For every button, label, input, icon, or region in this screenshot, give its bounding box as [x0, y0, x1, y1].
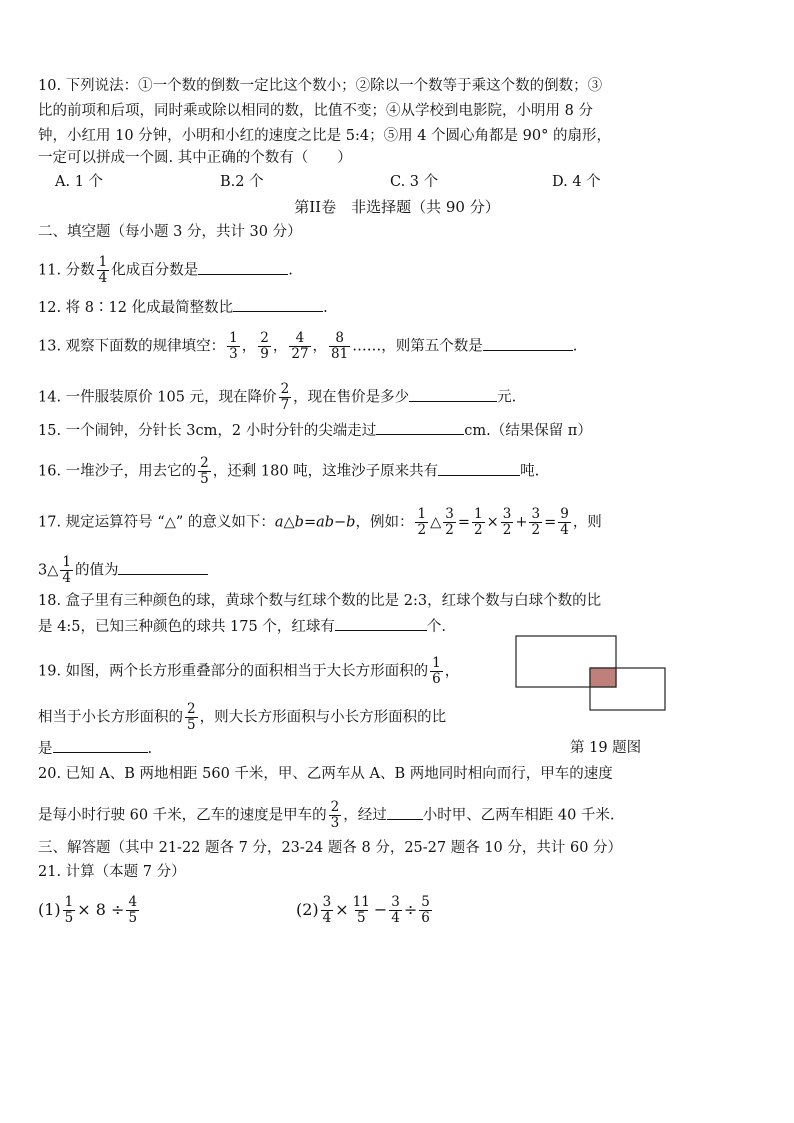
q21-part1-label: (1) — [38, 900, 61, 919]
q20-line2 — [38, 800, 615, 831]
q21-p1-fraction-2 — [126, 895, 139, 926]
q21-p2-fraction-3 — [389, 895, 402, 926]
q17-pre: 17. 规定运算符号 “△” 的意义如下： — [38, 514, 275, 531]
q16-end: 吨. — [520, 463, 540, 480]
q21-part2 — [296, 895, 434, 926]
q20-line1: 20. 已知 A、B 两地相距 560 千米，甲、乙两车从 A、B 两地同时相向而行，甲车的速度 — [38, 766, 613, 782]
q19-frac2-num: 2 — [187, 701, 196, 717]
q19-line2-pre: 相当于小长方形面积的 — [38, 709, 183, 726]
q19-line2 — [38, 702, 446, 733]
q17-f1-num: 1 — [417, 506, 427, 522]
q11-frac-den: 4 — [98, 270, 108, 286]
q21-p2-fraction-2 — [351, 895, 372, 926]
q16-answer-blank[interactable] — [438, 461, 520, 476]
q17-f3-num: 1 — [473, 506, 483, 522]
q17-fraction-3 — [472, 507, 485, 538]
q11-end: . — [288, 262, 293, 279]
q21-p2-fraction-4 — [419, 895, 432, 926]
q19-line1-end: ， — [444, 663, 460, 680]
q21-p2-op3: ÷ — [403, 900, 418, 919]
q17-f5-num: 3 — [531, 506, 541, 522]
q14-fraction — [279, 382, 292, 413]
q19-frac2-den: 5 — [187, 717, 196, 733]
answer-section-header: 三、解答题（其中 21-22 题各 7 分，23-24 题各 8 分，25-27 题各 10 分，共计 60 分） — [38, 840, 623, 856]
q14-frac-num: 2 — [280, 381, 290, 397]
q12 — [38, 297, 328, 318]
q17-fraction-7 — [60, 555, 73, 586]
q17-line2 — [38, 555, 208, 586]
q21-p2-op1: × — [335, 900, 349, 919]
q21-p1-f2-den: 5 — [128, 910, 138, 926]
q17-f4-den: 2 — [502, 522, 512, 538]
q21-p2-f4-den: 6 — [421, 910, 430, 926]
q13: 13. 观察下面数的规律填空： $\frac{1}{3}$ ， $\frac{2}{9}$ ， $\frac{4}{27}$ ， $\frac{8}{81}$ ……，则第五个数是 . — [38, 330, 578, 362]
q17-fraction-5 — [529, 507, 542, 538]
q13-fraction-1 — [227, 331, 240, 362]
q10-option-d: D. 4 个 — [552, 174, 601, 190]
q11-pre: 11. 分数 — [38, 262, 95, 279]
q17-answer-blank[interactable] — [118, 560, 208, 575]
q17-f4-num: 3 — [502, 506, 512, 522]
q19-answer-blank[interactable] — [53, 738, 148, 753]
q18-end: 个. — [426, 619, 446, 635]
q13-mid: ……，则第五个数是 — [352, 338, 483, 355]
q19-figure-caption: 第 19 题图 — [570, 740, 642, 756]
q17-eg: ，例如： — [355, 514, 414, 531]
q14 — [38, 382, 516, 413]
q11 — [38, 255, 293, 286]
q17-line1: 17. 规定运算符号 “△” 的意义如下：a△b=ab−b，例如： $\frac{1}{2}$ △ $\frac{3}{2}$ = $\frac{1}{2}$ × $\frac{3}{2}$ + $\frac{3}{2}$ = $\frac{9}{4}$ ，则 — [38, 506, 602, 538]
q17-f3-den: 2 — [473, 522, 483, 538]
q17-f2-num: 3 — [445, 506, 454, 522]
q10-option-a: A. 1 个 — [55, 174, 104, 190]
q19-line1-pre: 19. 如图，两个长方形重叠部分的面积相当于大长方形面积的 — [38, 663, 429, 680]
q13-frac2-den: 9 — [260, 346, 269, 362]
q17-rule: a△b=ab−b — [274, 514, 356, 531]
q13-frac3-num: 4 — [295, 330, 305, 346]
q16-frac-num: 2 — [200, 455, 209, 471]
q15-end: cm.（结果保留 π） — [464, 423, 592, 439]
q17-f1-den: 2 — [417, 522, 427, 538]
fill-section-header: 二、填空题（每小题 3 分，共计 30 分） — [38, 224, 302, 240]
q12-answer-blank[interactable] — [233, 297, 323, 312]
q21-p2-f2-num: 11 — [352, 894, 370, 910]
q17-post: ，则 — [572, 514, 602, 531]
q21-part1 — [38, 895, 141, 926]
q16-fraction — [198, 456, 211, 487]
q13-frac4-den: 81 — [331, 346, 349, 362]
q11-fraction — [97, 255, 110, 286]
q21-p2-op2: − — [373, 900, 388, 919]
q13-fraction-2 — [258, 331, 271, 362]
q13-end: . — [572, 338, 578, 355]
q18-line2 — [38, 616, 446, 637]
q13-answer-blank[interactable] — [483, 336, 573, 351]
q15-pre: 15. 一个闹钟，分针长 3cm，2 小时分针的尖端走过 — [38, 423, 377, 439]
q15-answer-blank[interactable] — [376, 420, 464, 435]
q19-frac1-den: 6 — [432, 671, 441, 687]
q14-frac-den: 7 — [280, 397, 290, 413]
q21-p2-f1-den: 4 — [322, 910, 332, 926]
q10-option-b: B.2 个 — [220, 174, 264, 190]
q17-fraction-1 — [415, 507, 428, 538]
q20-line2-mid: ，经过 — [343, 807, 387, 824]
q20-answer-blank[interactable] — [387, 805, 423, 820]
q21-p2-f4-num: 5 — [421, 894, 430, 910]
q13-frac3-den: 27 — [291, 346, 309, 362]
q14-end: 元. — [497, 389, 517, 406]
q21-p2-f2-den: 5 — [356, 910, 366, 926]
q19-frac1-num: 1 — [432, 655, 441, 671]
q19-line2-post: ，则大长方形面积与小长方形面积的比 — [199, 709, 447, 726]
q17-f6-den: 4 — [560, 522, 569, 538]
q21-p2-f3-num: 3 — [391, 894, 400, 910]
q21-title: 21. 计算（本题 7 分） — [38, 864, 186, 880]
q18-answer-blank[interactable] — [335, 616, 427, 631]
q10-line4: 一定可以拼成一个圆. 其中正确的个数有（ ） — [38, 150, 352, 166]
q21-part2-label: (2) — [296, 900, 319, 919]
q19-fraction-1 — [430, 656, 443, 687]
q17-fraction-2 — [443, 507, 456, 538]
q14-answer-blank[interactable] — [409, 387, 497, 402]
q21-p2-fraction-1 — [321, 895, 334, 926]
q17-f7-den: 4 — [62, 570, 71, 586]
q17-fraction-6 — [558, 507, 571, 538]
q20-line2-pre: 是每小时行驶 60 千米，乙车的速度是甲车的 — [38, 807, 327, 824]
q21-p1-fraction-1 — [63, 895, 76, 926]
q13-frac1-den: 3 — [229, 346, 238, 362]
q19-line3-pre: 是 — [38, 741, 53, 757]
section2-title: 第II卷 非选择题（共 90 分） — [294, 198, 500, 216]
q16-frac-den: 5 — [200, 471, 209, 487]
q11-post: 化成百分数是 — [111, 262, 199, 279]
q16 — [38, 456, 539, 487]
q17-f7-num: 1 — [62, 554, 71, 570]
q17-f5-den: 2 — [531, 522, 541, 538]
q14-post: ，现在售价是多少 — [293, 389, 410, 406]
q11-answer-blank[interactable] — [198, 260, 288, 275]
q16-pre: 16. 一堆沙子，用去它的 — [38, 463, 197, 480]
q17-line2-post: 的值为 — [74, 562, 119, 579]
q18-line1: 18. 盒子里有三种颜色的球，黄球个数与红球个数的比是 2:3，红球个数与白球个数的比 — [38, 593, 602, 609]
q13-fraction-3 — [289, 331, 310, 362]
q13-pre: 13. 观察下面数的规律填空： — [38, 338, 226, 355]
q19-line1 — [38, 656, 459, 687]
q21-p2-f1-num: 3 — [322, 894, 332, 910]
q20-fraction — [329, 800, 342, 831]
q10-line1: 10. 下列说法：①一个数的倒数一定比这个数小；②除以一个数等于乘这个数的倒数；③ — [38, 78, 603, 94]
q10-line2: 比的前项和后项，同时乘或除以相同的数，比值不变；④从学校到电影院，小明用 8 分 — [38, 103, 593, 119]
q19-figure — [510, 630, 670, 714]
q15 — [38, 420, 592, 441]
q10-line3: 钟，小红用 10 分钟，小明和小红的速度之比是 5:4；⑤用 4 个圆心角都是 90° 的扇形， — [38, 128, 611, 144]
q13-fraction-4 — [329, 331, 350, 362]
q20-frac-den: 3 — [330, 815, 340, 831]
q17-line2-pre: 3△ — [38, 562, 59, 579]
q18-line2-pre: 是 4:5，已知三种颜色的球共 175 个，红球有 — [38, 619, 335, 635]
q13-frac4-num: 8 — [335, 330, 344, 346]
q11-frac-num: 1 — [98, 254, 108, 270]
q19-line3 — [38, 738, 152, 759]
q10-option-c: C. 3 个 — [390, 174, 439, 190]
q12-end: . — [323, 300, 328, 316]
q19-line3-end: . — [147, 741, 153, 757]
q12-pre: 12. 将 8∶12 化成最简整数比 — [38, 300, 234, 316]
q20-line2-end: 小时甲、乙两车相距 40 千米. — [422, 807, 615, 824]
q17-f2-den: 2 — [445, 522, 454, 538]
q20-frac-num: 2 — [330, 799, 340, 815]
q14-pre: 14. 一件服装原价 105 元，现在降价 — [38, 389, 277, 406]
q21-p2-f3-den: 4 — [391, 910, 400, 926]
q21-p1-f1-num: 1 — [64, 894, 74, 910]
q21-p1-f2-num: 4 — [128, 894, 138, 910]
overlap-region — [590, 668, 616, 687]
q17-fraction-4 — [501, 507, 514, 538]
q13-frac1-num: 1 — [229, 330, 238, 346]
q16-post: ，还剩 180 吨，这堆沙子原来共有 — [212, 463, 439, 480]
q19-fraction-2 — [185, 702, 198, 733]
q21-p1-mid: × 8 ÷ — [77, 900, 125, 919]
q17-f6-num: 9 — [560, 506, 569, 522]
q13-frac2-num: 2 — [260, 330, 269, 346]
q21-p1-f1-den: 5 — [64, 910, 74, 926]
